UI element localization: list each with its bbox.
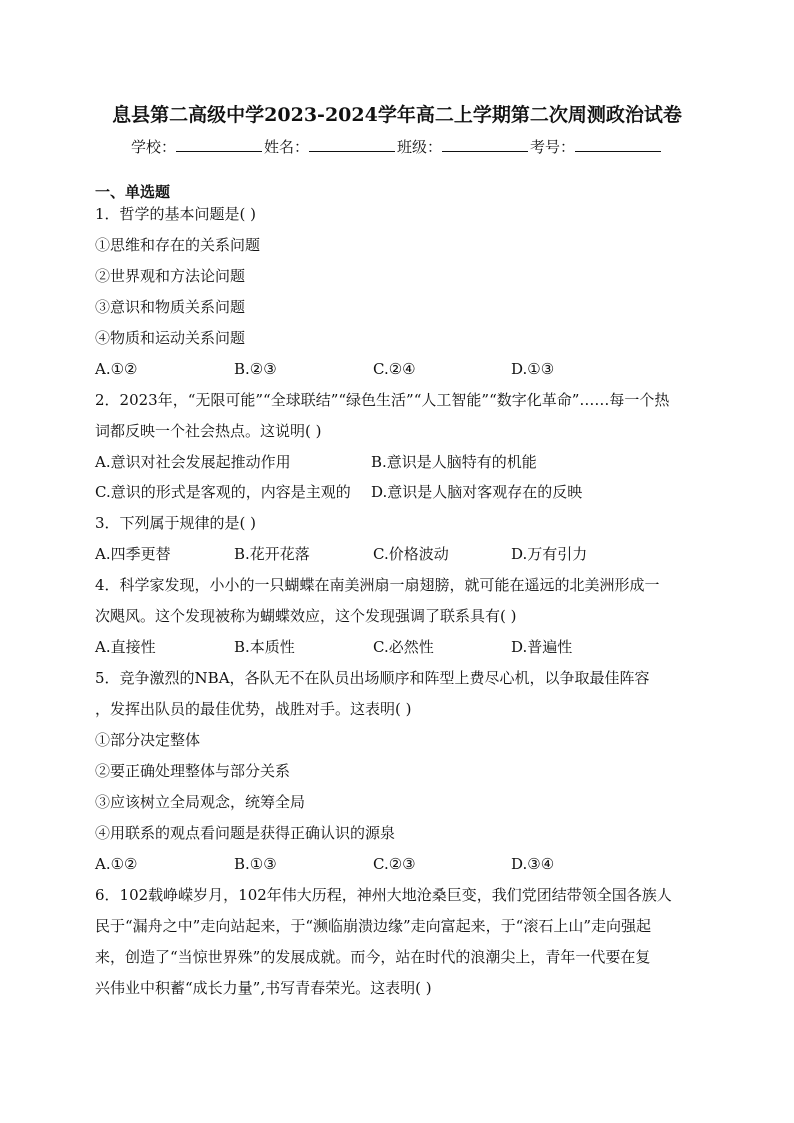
- option-b[interactable]: B.花开花落: [234, 545, 310, 563]
- question-2-options: [95, 452, 700, 472]
- option-a[interactable]: A.意识对社会发展起推动作用: [95, 453, 291, 471]
- option-d[interactable]: D.万有引力: [511, 545, 588, 563]
- question-3-options: [95, 544, 700, 564]
- option-b[interactable]: B.①③: [234, 855, 277, 873]
- option-a[interactable]: A.直接性: [95, 638, 156, 656]
- question-1-statement: ③意识和物质关系问题: [95, 298, 246, 316]
- school-blank[interactable]: [176, 136, 262, 152]
- option-d[interactable]: D.③④: [511, 855, 555, 873]
- question-5-statement: ②要正确处理整体与部分关系: [95, 762, 291, 780]
- option-b[interactable]: B.②③: [234, 360, 277, 378]
- name-label: 姓名：: [263, 138, 309, 156]
- class-label: 班级：: [397, 138, 443, 156]
- question-6-stem: 民于“漏舟之中”走向站起来，于“濒临崩溃边缘”走向富起来，于“滚石上山”走向强起: [95, 917, 652, 935]
- question-5-stem: ，发挥出队员的最佳优势，战胜对手。这表明( ): [95, 700, 412, 718]
- question-5-statement: ④用联系的观点看问题是获得正确认识的源泉: [95, 824, 396, 842]
- question-1-statement: ②世界观和方法论问题: [95, 267, 246, 285]
- option-c[interactable]: C.②③: [373, 855, 416, 873]
- question-2-stem: 词都反映一个社会热点。这说明( ): [95, 422, 322, 440]
- question-4-stem: 次飓风。这个发现被称为蝴蝶效应，这个发现强调了联系具有( ): [95, 607, 517, 625]
- option-c[interactable]: C.必然性: [373, 638, 434, 656]
- question-1-statement: ④物质和运动关系问题: [95, 329, 246, 347]
- option-d[interactable]: D.普遍性: [511, 638, 573, 656]
- option-c[interactable]: C.意识的形式是客观的，内容是主观的: [95, 483, 351, 501]
- question-2-options: [95, 482, 700, 502]
- question-5-stem: 5．竞争激烈的NBA，各队无不在队员出场顺序和阵型上费尽心机，以争取最佳阵容: [95, 669, 650, 687]
- question-4-stem: 4．科学家发现，小小的一只蝴蝶在南美洲扇一扇翅膀，就可能在遥远的北美洲形成一: [95, 576, 660, 594]
- option-a[interactable]: A.四季更替: [95, 545, 171, 563]
- option-a[interactable]: A.①②: [95, 855, 138, 873]
- exam-title: 息县第二高级中学2023-2024学年高二上学期第二次周测政治试卷: [112, 104, 682, 126]
- question-1-stem: 1．哲学的基本问题是( ): [95, 205, 257, 223]
- school-label: 学校：: [130, 138, 176, 156]
- option-c[interactable]: C.价格波动: [373, 545, 449, 563]
- option-c[interactable]: C.②④: [373, 360, 416, 378]
- question-1-statement: ①思维和存在的关系问题: [95, 236, 261, 254]
- class-blank[interactable]: [442, 136, 528, 152]
- option-a[interactable]: A.①②: [95, 360, 138, 378]
- student-info-row: [0, 136, 794, 157]
- option-b[interactable]: B.意识是人脑特有的机能: [371, 453, 537, 471]
- question-1-options: [95, 359, 700, 379]
- section-title: 一、单选题: [95, 183, 171, 201]
- number-label: 考号：: [530, 138, 576, 156]
- question-5-statement: ①部分决定整体: [95, 731, 201, 749]
- question-6-stem: 6．102载峥嵘岁月，102年伟大历程，神州大地沧桑巨变，我们党团结带领全国各族人: [95, 886, 672, 904]
- question-6-stem: 兴伟业中积蓄“成长力量”,书写青春荣光。这表明( ): [95, 979, 432, 997]
- question-4-options: [95, 637, 700, 657]
- question-3-stem: 3．下列属于规律的是( ): [95, 514, 257, 532]
- option-d[interactable]: D.①③: [511, 360, 555, 378]
- question-5-options: [95, 854, 700, 874]
- option-b[interactable]: B.本质性: [234, 638, 295, 656]
- option-d[interactable]: D.意识是人脑对客观存在的反映: [371, 483, 583, 501]
- question-6-stem: 来，创造了“当惊世界殊”的发展成就。而今，站在时代的浪潮尖上，青年一代要在复: [95, 948, 651, 966]
- question-5-statement: ③应该树立全局观念，统筹全局: [95, 793, 306, 811]
- question-2-stem: 2．2023年，“无限可能”“全球联结”“绿色生活”“人工智能”“数字化革命”……每一个热: [95, 391, 670, 409]
- number-blank[interactable]: [575, 136, 661, 152]
- name-blank[interactable]: [309, 136, 395, 152]
